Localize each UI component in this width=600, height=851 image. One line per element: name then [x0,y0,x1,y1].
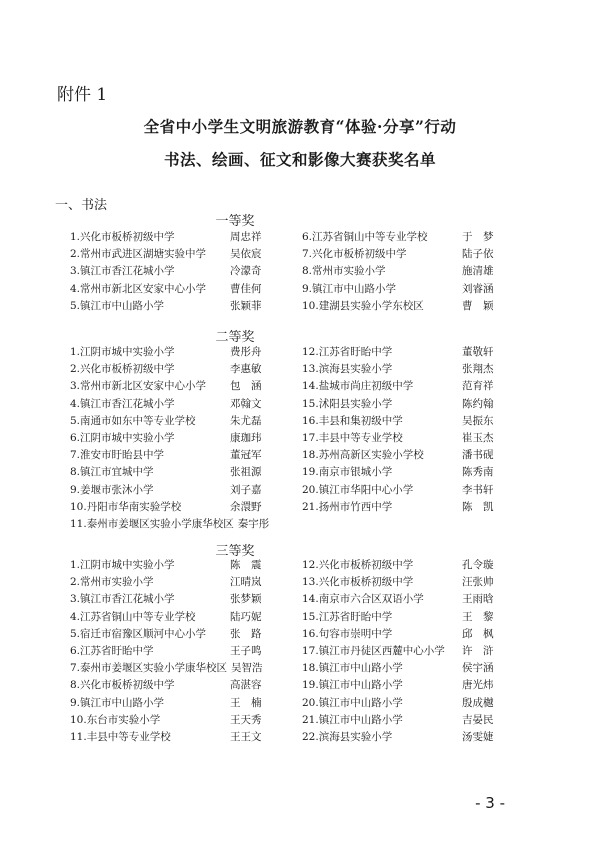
student-name: 王雨晗 [462,593,494,606]
list-item [302,557,532,574]
student-name: 冷濛奇 [230,265,262,278]
school-name: 13.兴化市板桥初级中学 [302,576,414,589]
school-name: 19.南京市银城小学 [302,466,393,479]
award-title-second: 二等奖 [215,330,255,345]
school-name: 1.兴化市板桥初级中学 [70,231,175,243]
school-name: 12.兴化市板桥初级中学 [302,559,414,571]
school-name: 6.江苏省盱眙中学 [70,644,154,657]
school-name: 6.江苏省铜山中等专业学校 [302,231,428,243]
list-item [302,499,532,516]
student-name: 唐光炜 [462,679,494,692]
student-name: 王子鸣 [230,644,262,657]
student-name: 王天秀 [230,713,262,726]
list-item [302,464,532,481]
student-name: 陈约翰 [462,397,494,410]
award-second-right-list [302,344,532,516]
student-name: 曹 颖 [462,299,494,312]
student-name: 陈 震 [230,559,262,571]
school-name: 4.镇江市香江花城小学 [70,397,175,410]
page-number: - 3 - [475,794,505,812]
school-name: 20.镇江市中山路小学 [302,696,403,709]
student-name: 崔玉杰 [462,431,494,444]
school-name: 17.镇江市丹徒区西麓中心小学 [302,644,445,657]
school-name: 21.扬州市竹西中学 [302,500,393,513]
student-name: 张翔杰 [462,363,494,376]
student-name: 康珈玮 [230,431,262,444]
list-item [70,591,295,608]
list-item [302,281,532,298]
list-item [70,281,295,298]
school-name: 10.东台市实验小学 [70,713,161,726]
list-item [70,677,295,694]
list-item [70,396,295,413]
student-name: 王 楠 [230,696,262,709]
student-name: 董敬轩 [462,346,494,358]
list-item [302,229,532,246]
school-name: 11.丰县中等专业学校 [70,730,171,743]
list-item [70,729,295,746]
student-name: 吉晏民 [462,713,494,726]
student-name: 费彤舟 [230,346,262,358]
school-name: 8.兴化市板桥初级中学 [70,679,175,692]
list-item [70,229,295,246]
list-item [70,361,295,378]
list-item [302,298,532,315]
award-second-left-list [70,344,295,533]
student-name: 刘子嘉 [230,483,262,496]
school-name: 8.镇江市宜城中学 [70,466,154,479]
list-item [70,482,295,499]
school-name: 22.滨海县实验小学 [302,730,393,743]
list-item [302,361,532,378]
student-name: 范育祥 [462,380,494,393]
school-name: 20.镇江市华阳中心小学 [302,483,414,496]
school-name: 10.建湖县实验小学东校区 [302,299,424,312]
list-item [70,464,295,481]
list-item [302,643,532,660]
student-name: 陈秀南 [462,466,494,479]
school-name: 4.常州市新北区安家中心小学 [70,282,207,295]
student-name: 朱尤磊 [230,414,262,427]
list-item [70,263,295,280]
student-name: 王 黎 [462,610,494,623]
list-item [70,643,295,660]
school-name: 7.兴化市板桥初级中学 [302,248,407,261]
student-name: 汤雯婕 [462,730,494,743]
award-title-third: 三等奖 [215,544,255,559]
section-heading: 一、书法 [55,198,108,213]
school-name: 10.丹阳市华南实验学校 [70,500,182,513]
school-name: 5.镇江市中山路小学 [70,299,165,312]
list-item [302,695,532,712]
school-name: 14.盐城市尚庄初级中学 [302,380,414,393]
school-name: 16.句容市崇明中学 [302,627,393,640]
list-item [302,609,532,626]
award-title-first: 一等奖 [215,214,255,229]
list-item [70,499,295,516]
school-name: 13.滨海县实验小学 [302,363,393,376]
list-item [70,660,295,677]
school-name: 8.常州市实验小学 [302,265,386,278]
list-item [302,396,532,413]
list-item [70,246,295,263]
document-title: 全省中小学生文明旅游教育“体验·分享”行动 [143,117,457,136]
school-name: 9.姜堰市张沐小学 [70,483,154,496]
student-name: 潘书砚 [462,449,494,462]
award-third-left-list [70,557,295,746]
school-name: 5.南通市如东中等专业学校 [70,414,196,427]
student-name: 余澴野 [230,500,262,513]
list-item [70,344,295,361]
student-name: 侯宇涵 [462,662,494,675]
school-name: 16.丰县和集初级中学 [302,414,403,427]
school-name: 5.宿迁市宿豫区顺河中心小学 [70,627,207,640]
school-name: 15.沭阳县实验小学 [302,397,393,410]
list-item [302,344,532,361]
student-name: 包 涵 [230,380,262,393]
student-name: 刘睿涵 [462,282,494,295]
list-item [302,378,532,395]
school-name: 7.泰州市姜堰区实验小学康华校区 [70,662,228,675]
list-item [302,729,532,746]
list-item [70,626,295,643]
student-name: 殷成樾 [462,696,494,709]
school-name: 17.丰县中等专业学校 [302,431,403,444]
school-name: 3.常州市新北区安家中心小学 [70,380,207,393]
list-item [302,591,532,608]
school-name: 3.镇江市香江花城小学 [70,593,175,606]
school-name: 9.镇江市中山路小学 [302,282,397,295]
school-name: 3.镇江市香江花城小学 [70,265,175,278]
list-item [70,557,295,574]
school-name: 19.镇江市中山路小学 [302,679,403,692]
student-name: 董冠军 [230,449,262,462]
list-item [70,712,295,729]
school-name: 18.苏州高新区实验小学校 [302,449,424,462]
school-name: 1.江阴市城中实验小学 [70,346,175,358]
list-item [302,413,532,430]
list-item [302,430,532,447]
school-name: 15.江苏省盱眙中学 [302,610,393,623]
student-name: 张颖菲 [230,299,262,312]
list-item [302,626,532,643]
list-item [70,447,295,464]
list-item [302,574,532,591]
list-item [302,263,532,280]
school-name: 14.南京市六合区双语小学 [302,593,424,606]
student-name: 施清雄 [462,265,494,278]
student-name: 高湛容 [230,679,262,692]
school-name: 4.江苏省铜山中等专业学校 [70,610,196,623]
student-name: 吴振东 [462,414,494,427]
list-item [302,482,532,499]
student-name: 汪张帅 [462,576,494,589]
student-name: 江晴岚 [230,576,262,589]
list-item [70,516,295,533]
student-name: 陈 凯 [462,500,494,513]
school-name: 11.泰州市姜堰区实验小学康华校区 [70,517,234,530]
list-item [302,447,532,464]
school-name: 9.镇江市中山路小学 [70,696,165,709]
student-name: 周忠祥 [230,231,262,243]
student-name: 秦宇彤 [237,517,270,530]
list-item [70,378,295,395]
school-name: 6.江阴市城中实验小学 [70,431,175,444]
list-item [302,660,532,677]
list-item [70,430,295,447]
list-item [302,712,532,729]
student-name: 张梦颖 [230,593,262,606]
school-name: 21.镇江市中山路小学 [302,713,403,726]
student-name: 陆子依 [462,248,494,261]
student-name: 李书轩 [462,483,494,496]
student-name: 曹佳何 [230,282,262,295]
school-name: 12.江苏省盱眙中学 [302,346,393,358]
award-third-right-list [302,557,532,746]
list-item [70,609,295,626]
list-item [70,695,295,712]
student-name: 邓翰文 [230,397,262,410]
student-name: 吴智浩 [231,662,263,675]
document-subtitle: 书法、绘画、征文和影像大赛获奖名单 [163,150,436,169]
school-name: 7.淮安市盱眙县中学 [70,449,165,462]
list-item [70,298,295,315]
list-item [302,677,532,694]
student-name: 李惠敏 [230,363,262,376]
student-name: 陆巧妮 [230,610,262,623]
school-name: 2.常州市武进区湖塘实验中学 [70,248,207,261]
student-name: 吴依宸 [230,248,262,261]
student-name: 王王文 [230,730,262,743]
student-name: 孔令璇 [462,559,494,571]
attachment-label: 附件 1 [57,85,108,105]
school-name: 2.常州市实验小学 [70,576,154,589]
student-name: 张祖源 [230,466,262,479]
school-name: 18.镇江市中山路小学 [302,662,403,675]
student-name: 张 路 [230,627,262,640]
list-item [70,413,295,430]
award-first-right-list [302,229,532,315]
list-item [302,246,532,263]
school-name: 1.江阴市城中实验小学 [70,559,175,571]
list-item [70,574,295,591]
student-name: 于 梦 [462,231,494,243]
student-name: 邱 枫 [462,627,494,640]
award-first-left-list [70,229,295,315]
school-name: 2.兴化市板桥初级中学 [70,363,175,376]
student-name: 许 浒 [462,644,494,657]
